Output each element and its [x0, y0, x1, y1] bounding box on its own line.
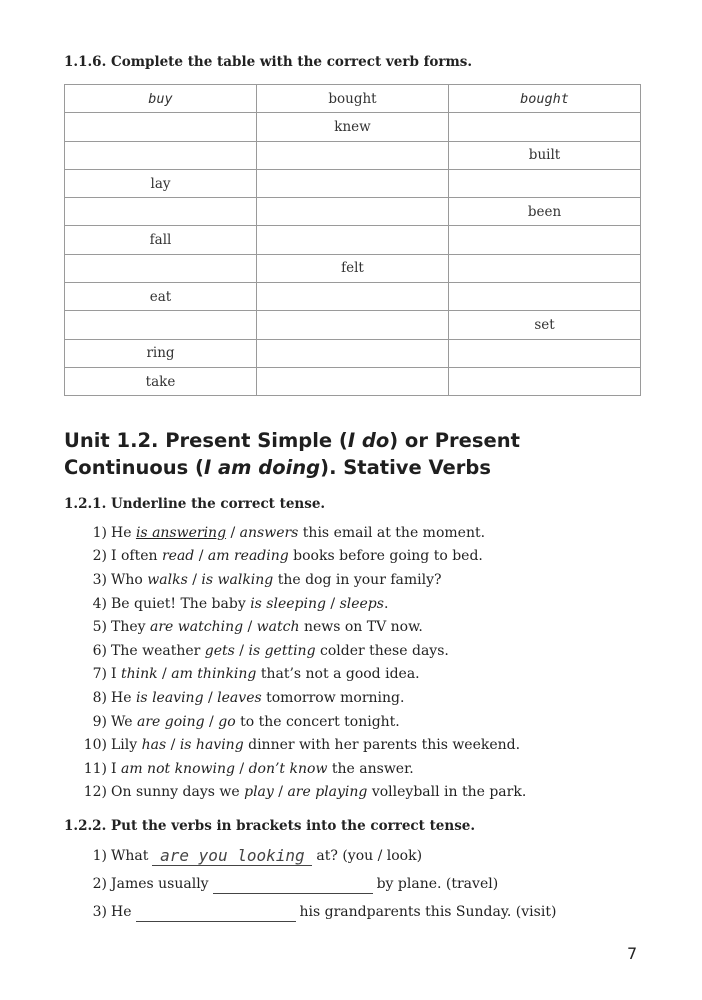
sentence-start: Lily: [111, 737, 142, 754]
item-number: 9): [92, 713, 107, 730]
table-cell[interactable]: [65, 141, 257, 169]
option-1[interactable]: is answering: [135, 524, 227, 541]
page-number: 7: [627, 944, 638, 963]
sentence-start: He: [111, 904, 132, 920]
table-cell[interactable]: [257, 141, 449, 169]
table-cell[interactable]: buy: [65, 85, 257, 113]
option-2[interactable]: sleeps: [339, 595, 384, 612]
sentence-end: at? (you / look): [316, 848, 423, 864]
table-cell[interactable]: knew: [257, 113, 449, 141]
option-separator: /: [234, 760, 249, 777]
table-cell[interactable]: set: [449, 311, 641, 339]
option-2[interactable]: are playing: [287, 784, 368, 801]
table-row: [65, 339, 641, 367]
table-cell[interactable]: [65, 311, 257, 339]
table-row: [65, 283, 641, 311]
table-cell[interactable]: [65, 113, 257, 141]
table-cell[interactable]: [257, 339, 449, 367]
exercise-121-item: [64, 639, 664, 663]
sentence-start: He: [111, 524, 136, 541]
option-separator: /: [187, 571, 202, 588]
option-2[interactable]: leaves: [217, 689, 262, 706]
exercise-121-list: [64, 521, 664, 804]
exercise-121-title: 1.2.1. Underline the correct tense.: [64, 496, 326, 512]
unit-title-line-2: Continuous (I am doing). Stative Verbs: [64, 456, 491, 479]
option-1[interactable]: gets: [204, 642, 235, 659]
table-cell[interactable]: [449, 339, 641, 367]
exercise-121-item: [64, 733, 664, 757]
option-1[interactable]: play: [244, 784, 274, 801]
table-cell[interactable]: eat: [65, 283, 257, 311]
table-row: [65, 367, 641, 395]
item-number: 3): [92, 571, 107, 588]
table-row: [65, 311, 641, 339]
option-1[interactable]: read: [161, 548, 195, 565]
item-number: 8): [92, 689, 107, 706]
exercise-121-item: [64, 757, 664, 781]
exercise-116-title: 1.1.6. Complete the table with the correct verb forms.: [64, 54, 473, 70]
sentence-end: to the concert tonight.: [235, 713, 400, 730]
table-cell[interactable]: fall: [65, 226, 257, 254]
sentence-start: They: [111, 619, 150, 636]
sentence-end: the answer.: [327, 760, 414, 777]
answer-blank[interactable]: [136, 903, 296, 922]
exercise-121-item: [64, 615, 664, 639]
option-1[interactable]: am not knowing: [120, 760, 235, 777]
table-cell[interactable]: built: [449, 141, 641, 169]
exercise-121-item: [64, 686, 664, 710]
table-cell[interactable]: [449, 169, 641, 197]
item-number: 5): [92, 619, 107, 636]
option-1[interactable]: has: [141, 737, 167, 754]
sentence-end: tomorrow morning.: [261, 689, 405, 706]
table-row: [65, 198, 641, 226]
option-separator: /: [234, 642, 249, 659]
table-row: [65, 169, 641, 197]
option-1[interactable]: walks: [147, 571, 188, 588]
option-1[interactable]: are going: [136, 713, 205, 730]
table-cell[interactable]: been: [449, 198, 641, 226]
option-2[interactable]: is having: [179, 737, 244, 754]
table-cell[interactable]: [449, 226, 641, 254]
option-separator: /: [243, 619, 257, 636]
option-1[interactable]: are watching: [150, 619, 244, 636]
table-cell[interactable]: bought: [257, 85, 449, 113]
exercise-121-item: [64, 781, 664, 805]
item-number: 10): [83, 737, 107, 754]
sentence-end: this email at the moment.: [298, 524, 486, 541]
exercise-121-item: [64, 592, 664, 616]
table-row: [65, 113, 641, 141]
option-separator: /: [273, 784, 288, 801]
sentence-start: Be quiet! The baby: [111, 595, 251, 612]
option-separator: /: [204, 713, 219, 730]
exercise-122-item: [64, 870, 664, 898]
table-cell[interactable]: [449, 113, 641, 141]
option-separator: /: [203, 689, 218, 706]
verb-forms-table: [64, 84, 641, 396]
sentence-start: Who: [111, 571, 148, 588]
exercise-121-item: [64, 568, 664, 592]
sentence-end: the dog in your family?: [273, 571, 442, 588]
unit-title-line-1: Unit 1.2. Present Simple (I do) or Present: [64, 429, 520, 452]
table-cell[interactable]: [65, 198, 257, 226]
table-cell[interactable]: [449, 283, 641, 311]
option-1[interactable]: is sleeping: [250, 595, 326, 612]
exercise-121-item: [64, 710, 664, 734]
table-cell[interactable]: [257, 169, 449, 197]
table-cell[interactable]: felt: [257, 254, 449, 282]
unit-title: [64, 427, 520, 481]
table-cell[interactable]: [257, 226, 449, 254]
option-2[interactable]: don’t know: [248, 760, 328, 777]
item-number: 2): [92, 876, 107, 892]
sentence-start: The weather: [111, 642, 205, 659]
table-cell[interactable]: [257, 198, 449, 226]
option-separator: /: [157, 666, 172, 683]
sentence-start: James usually: [111, 876, 209, 892]
table-cell[interactable]: ring: [65, 339, 257, 367]
sentence-end: news on TV now.: [299, 619, 423, 636]
table-cell[interactable]: take: [65, 367, 257, 395]
option-2[interactable]: is walking: [201, 571, 274, 588]
exercise-121-item: [64, 521, 664, 545]
table-row: [65, 85, 641, 113]
option-separator: /: [194, 548, 208, 565]
sentence-start: What: [111, 848, 149, 864]
table-cell[interactable]: bought: [449, 85, 641, 113]
table-cell[interactable]: lay: [65, 169, 257, 197]
sentence-start: I often: [111, 548, 162, 565]
table-cell[interactable]: [257, 283, 449, 311]
exercise-121-item: [64, 663, 664, 687]
sentence-start: We: [111, 713, 137, 730]
sentence-start: I: [111, 760, 121, 777]
sentence-end: colder these days.: [315, 642, 449, 659]
item-number: 12): [83, 784, 107, 801]
table-cell[interactable]: [257, 311, 449, 339]
option-2[interactable]: go: [218, 713, 236, 730]
sentence-end: .: [383, 595, 389, 612]
answer-blank[interactable]: are you looking: [152, 847, 312, 866]
item-number: 1): [92, 848, 107, 864]
option-2[interactable]: am thinking: [171, 666, 257, 683]
table-cell[interactable]: [449, 254, 641, 282]
table-row: [65, 254, 641, 282]
option-separator: /: [226, 524, 240, 541]
item-number: 7): [92, 666, 107, 683]
sentence-end: his grandparents this Sunday. (visit): [299, 904, 557, 920]
item-number: 3): [92, 904, 107, 920]
item-number: 6): [92, 642, 107, 659]
option-2[interactable]: is getting: [248, 642, 316, 659]
option-1[interactable]: is leaving: [135, 689, 204, 706]
item-number: 1): [92, 524, 107, 541]
table-cell[interactable]: [257, 367, 449, 395]
exercise-121-item: [64, 545, 664, 569]
sentence-end: volleyball in the park.: [367, 784, 527, 801]
option-2[interactable]: watch: [256, 619, 300, 636]
answer-blank[interactable]: [213, 875, 373, 894]
sentence-end: books before going to bed.: [288, 548, 483, 565]
option-2[interactable]: answers: [239, 524, 299, 541]
table-cell[interactable]: [449, 367, 641, 395]
item-number: 2): [92, 548, 107, 565]
exercise-122-item: [64, 842, 664, 870]
option-2[interactable]: am reading: [207, 548, 289, 565]
sentence-end: that’s not a good idea.: [256, 666, 420, 683]
table-cell[interactable]: [65, 254, 257, 282]
exercise-122-title: 1.2.2. Put the verbs in brackets into the correct tense.: [64, 818, 476, 834]
item-number: 11): [83, 760, 107, 777]
sentence-start: On sunny days we: [111, 784, 245, 801]
option-1[interactable]: think: [120, 666, 158, 683]
exercise-122-item: [64, 898, 664, 926]
item-number: 4): [92, 595, 107, 612]
sentence-end: dinner with her parents this weekend.: [243, 737, 521, 754]
option-separator: /: [325, 595, 340, 612]
sentence-start: He: [111, 689, 136, 706]
exercise-122-list: [64, 842, 664, 926]
table-row: [65, 226, 641, 254]
table-row: [65, 141, 641, 169]
sentence-start: I: [111, 666, 121, 683]
option-separator: /: [166, 737, 180, 754]
sentence-end: by plane. (travel): [376, 876, 499, 892]
